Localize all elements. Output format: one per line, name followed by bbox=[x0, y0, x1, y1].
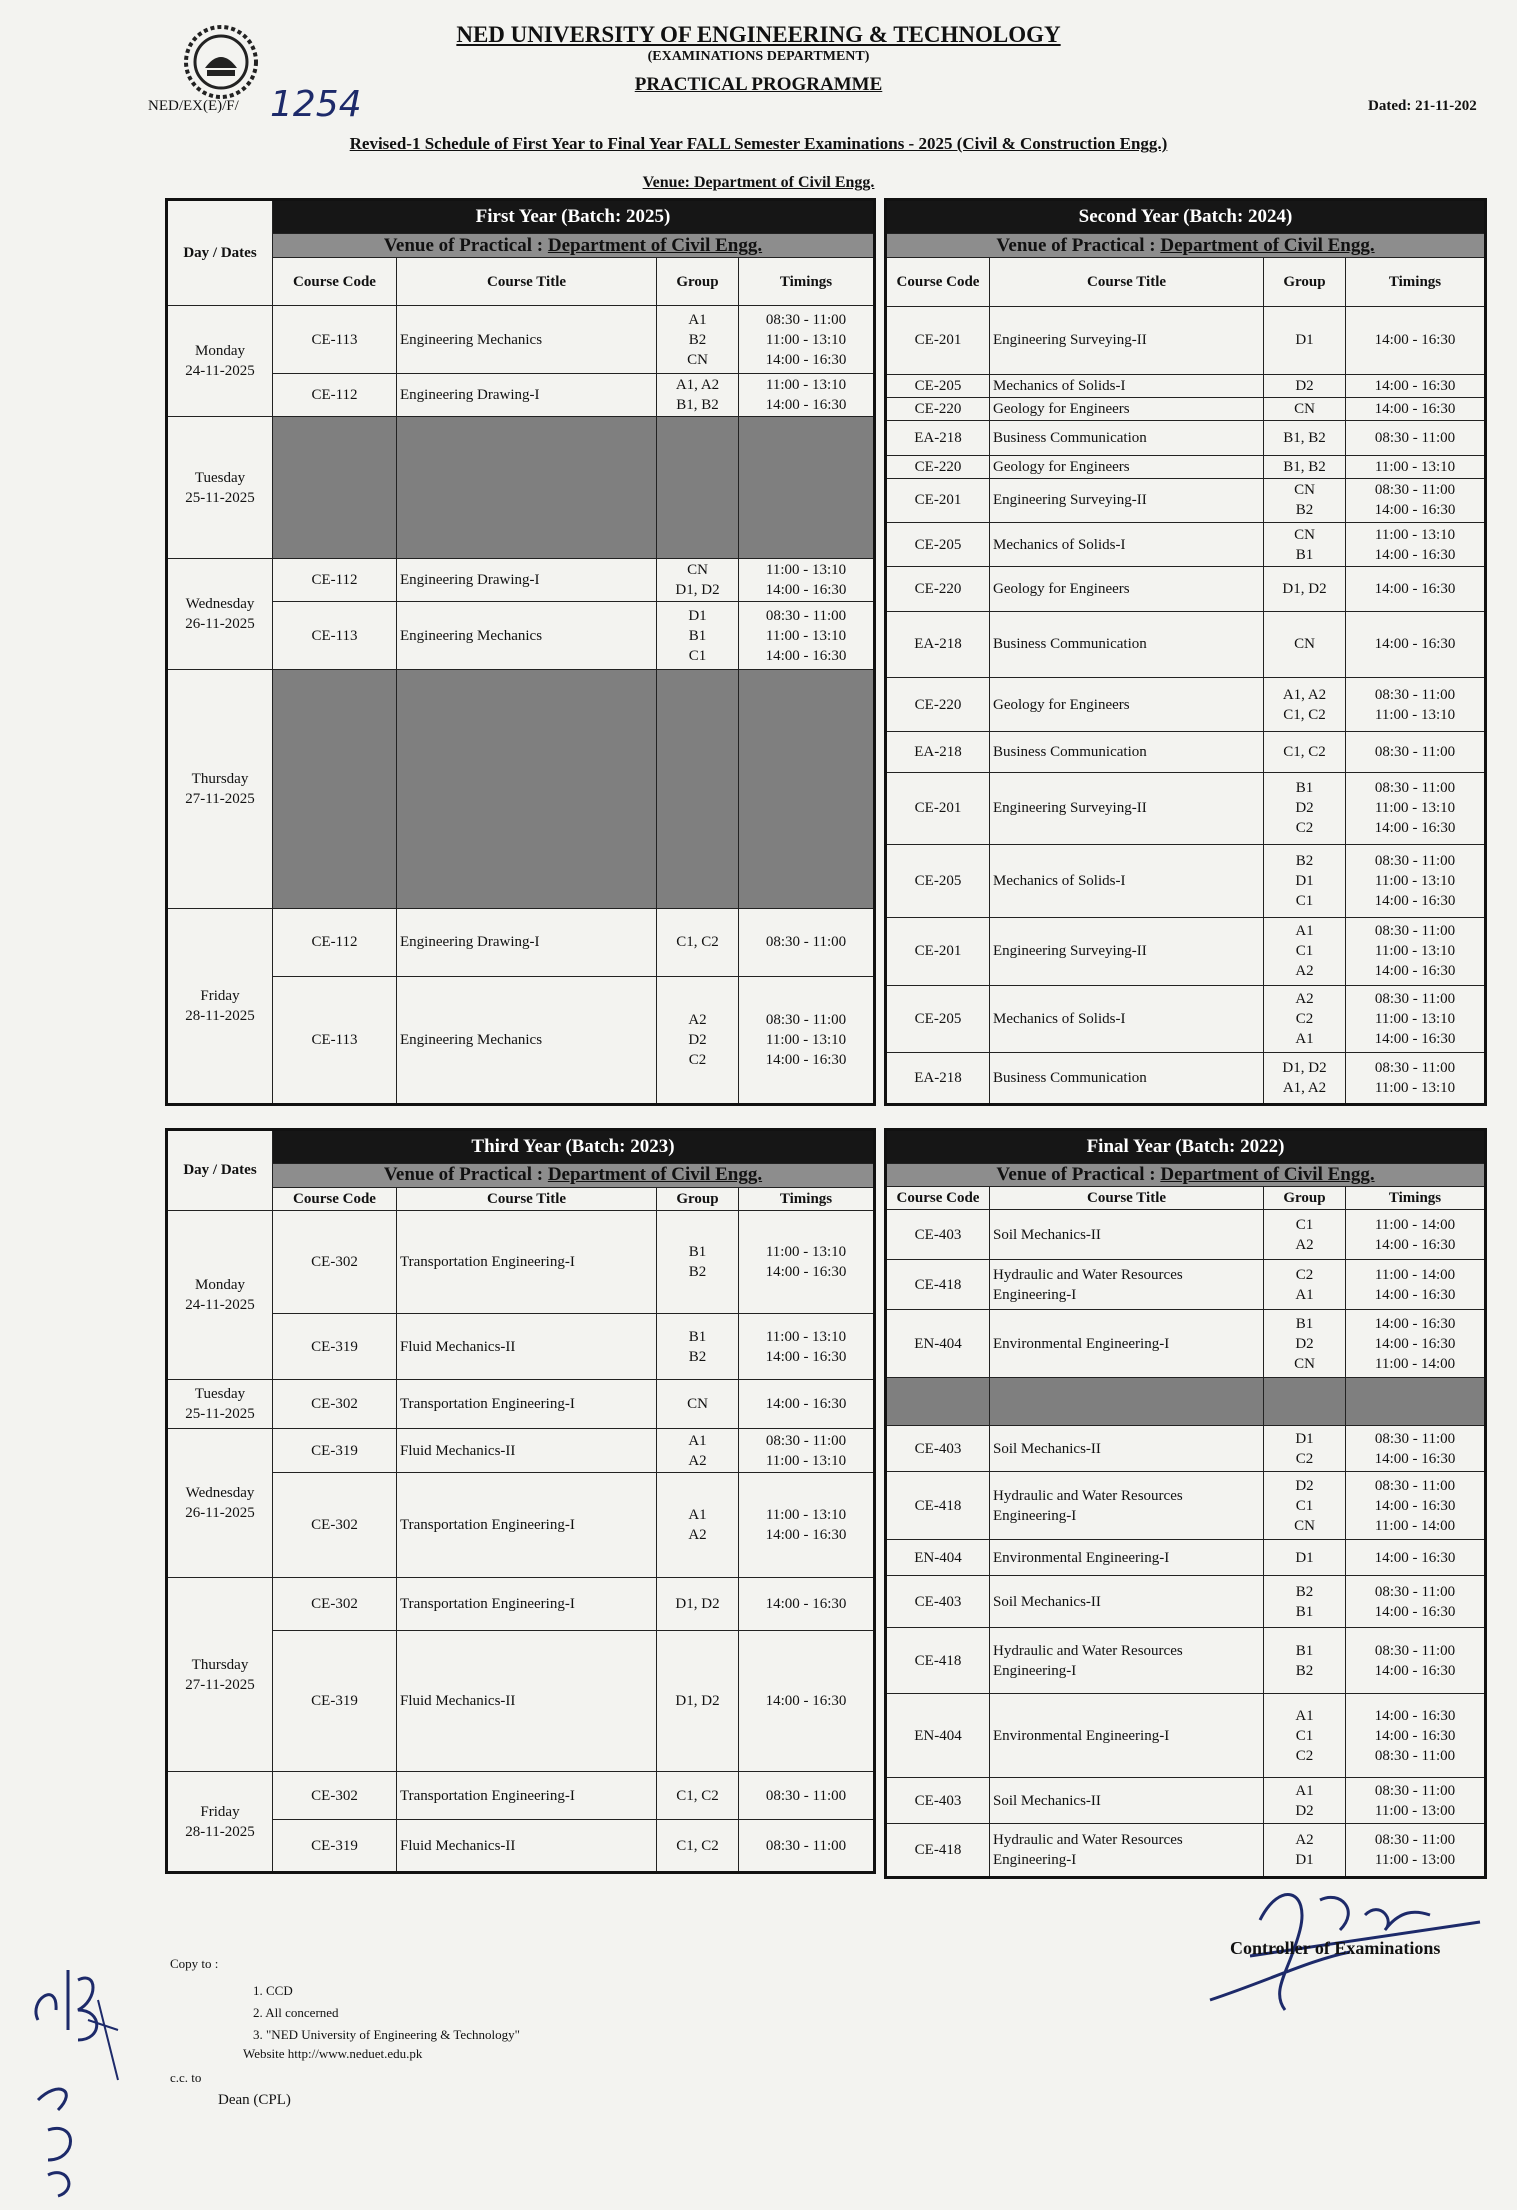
course-title: Engineering Surveying-II bbox=[990, 772, 1264, 844]
empty-slot bbox=[886, 1378, 990, 1426]
timings: 14:00 - 16:30 bbox=[739, 1578, 875, 1630]
group: CN bbox=[657, 1380, 739, 1428]
copy-item: 3. "NED University of Engineering & Technology" bbox=[253, 2027, 520, 2042]
course-code: CE-220 bbox=[886, 455, 990, 478]
group: C1, C2 bbox=[1264, 732, 1346, 772]
timings: 08:30 - 11:00 14:00 - 16:30 11:00 - 14:00 bbox=[1346, 1472, 1486, 1540]
course-code: CE-220 bbox=[886, 567, 990, 611]
timings: 11:00 - 13:10 14:00 - 16:30 bbox=[1346, 523, 1486, 567]
venue-label: Venue of Practical : bbox=[383, 234, 544, 256]
empty-slot bbox=[1264, 1378, 1346, 1426]
day-date: 27-11-2025 bbox=[185, 1676, 255, 1693]
cc-recipient: Dean (CPL) bbox=[218, 2092, 291, 2108]
third-year-heading: Third Year (Batch: 2023) bbox=[273, 1130, 875, 1164]
cc-label: c.c. to bbox=[170, 2070, 202, 2085]
col-timings: Timings bbox=[1346, 258, 1486, 306]
course-code: CE-319 bbox=[273, 1630, 397, 1771]
day-date: 26-11-2025 bbox=[185, 616, 255, 633]
timings: 08:30 - 11:00 11:00 - 13:10 14:00 - 16:30 bbox=[1346, 986, 1486, 1052]
col-course-title: Course Title bbox=[397, 258, 657, 306]
copy-item: 1. CCD bbox=[253, 1983, 293, 1998]
timings: 11:00 - 13:10 bbox=[1346, 455, 1486, 478]
group: A1 C1 C2 bbox=[1264, 1694, 1346, 1778]
course-code: EA-218 bbox=[886, 421, 990, 455]
third-year-table bbox=[165, 1128, 876, 1874]
empty-slot bbox=[739, 670, 875, 908]
col-group: Group bbox=[657, 258, 739, 306]
course-code: CE-403 bbox=[886, 1426, 990, 1472]
venue-of-practical bbox=[886, 234, 1486, 258]
course-title: Transportation Engineering-I bbox=[397, 1380, 657, 1428]
empty-slot bbox=[739, 417, 875, 559]
empty-slot bbox=[273, 417, 397, 559]
timings: 08:30 - 11:00 11:00 - 13:10 14:00 - 16:30 bbox=[739, 306, 875, 374]
course-title: Fluid Mechanics-II bbox=[397, 1428, 657, 1472]
group: D1 bbox=[1264, 306, 1346, 374]
course-title: Environmental Engineering-I bbox=[990, 1310, 1264, 1378]
first-year-table bbox=[165, 198, 876, 1106]
col-group: Group bbox=[657, 1187, 739, 1210]
col-course-title: Course Title bbox=[990, 1187, 1264, 1210]
course-code: CE-112 bbox=[273, 908, 397, 976]
group: B1 B2 bbox=[1264, 1628, 1346, 1694]
day-cell bbox=[167, 417, 273, 559]
course-code: CE-403 bbox=[886, 1210, 990, 1260]
course-title: Business Communication bbox=[990, 611, 1264, 677]
course-code: EN-404 bbox=[886, 1540, 990, 1576]
course-title: Mechanics of Solids-I bbox=[990, 523, 1264, 567]
course-code: CE-418 bbox=[886, 1260, 990, 1310]
group: B1, B2 bbox=[1264, 455, 1346, 478]
copy-item: 2. All concerned bbox=[253, 2005, 339, 2020]
timings: 14:00 - 16:30 14:00 - 16:30 11:00 - 14:00 bbox=[1346, 1310, 1486, 1378]
timings: 14:00 - 16:30 bbox=[739, 1380, 875, 1428]
day-name: Friday bbox=[200, 987, 240, 1004]
col-course-code: Course Code bbox=[886, 258, 990, 306]
course-code: EA-218 bbox=[886, 611, 990, 677]
group: A1 C1 A2 bbox=[1264, 917, 1346, 985]
group: D1 B1 C1 bbox=[657, 602, 739, 670]
timings: 11:00 - 13:10 14:00 - 16:30 bbox=[739, 1473, 875, 1578]
day-name: Friday bbox=[200, 1803, 240, 1820]
course-code: EA-218 bbox=[886, 732, 990, 772]
group: C2 A1 bbox=[1264, 1260, 1346, 1310]
timings: 11:00 - 14:00 14:00 - 16:30 bbox=[1346, 1260, 1486, 1310]
course-title: Business Communication bbox=[990, 1052, 1264, 1104]
timings: 11:00 - 13:10 14:00 - 16:30 bbox=[739, 559, 875, 602]
course-title: Mechanics of Solids-I bbox=[990, 845, 1264, 917]
course-title: Geology for Engineers bbox=[990, 455, 1264, 478]
timings: 08:30 - 11:00 bbox=[1346, 732, 1486, 772]
course-code: CE-302 bbox=[273, 1473, 397, 1578]
timings: 11:00 - 14:00 14:00 - 16:30 bbox=[1346, 1210, 1486, 1260]
timings: 08:30 - 11:00 11:00 - 13:10 14:00 - 16:30 bbox=[739, 602, 875, 670]
group: B1 B2 bbox=[657, 1210, 739, 1313]
university-name: NED UNIVERSITY OF ENGINEERING & TECHNOLOGY bbox=[456, 22, 1061, 47]
handwritten-margin-note bbox=[18, 1960, 128, 2200]
day-date: 25-11-2025 bbox=[185, 1406, 255, 1423]
group: A1 A2 bbox=[657, 1428, 739, 1472]
group: B1 D2 C2 bbox=[1264, 772, 1346, 844]
day-date: 24-11-2025 bbox=[185, 1297, 255, 1314]
day-dates-header: Day / Dates bbox=[167, 1130, 273, 1211]
course-title: Fluid Mechanics-II bbox=[397, 1820, 657, 1873]
group: B2 D1 C1 bbox=[1264, 845, 1346, 917]
controller-of-examinations: Controller of Examinations bbox=[1230, 1938, 1441, 1958]
course-code: CE-302 bbox=[273, 1772, 397, 1820]
timings: 14:00 - 16:30 bbox=[1346, 375, 1486, 398]
course-title: Soil Mechanics-II bbox=[990, 1426, 1264, 1472]
course-title: Transportation Engineering-I bbox=[397, 1578, 657, 1630]
group: CN B2 bbox=[1264, 478, 1346, 522]
venue-label: Venue of Practical : bbox=[996, 1164, 1156, 1185]
course-title: Soil Mechanics-II bbox=[990, 1576, 1264, 1628]
day-name: Wednesday bbox=[185, 1484, 255, 1501]
course-code: CE-418 bbox=[886, 1472, 990, 1540]
day-name: Tuesday bbox=[194, 1386, 246, 1403]
course-code: CE-205 bbox=[886, 375, 990, 398]
course-title: Engineering Surveying-II bbox=[990, 306, 1264, 374]
group: A1, A2 B1, B2 bbox=[657, 374, 739, 417]
venue-line: Venue: Department of Civil Engg. bbox=[642, 174, 875, 191]
group: A1, A2 C1, C2 bbox=[1264, 678, 1346, 732]
course-code: CE-418 bbox=[886, 1628, 990, 1694]
col-course-title: Course Title bbox=[990, 258, 1264, 306]
venue-label: Venue of Practical : bbox=[996, 234, 1156, 256]
course-code: CE-220 bbox=[886, 678, 990, 732]
venue-of-practical bbox=[273, 234, 875, 258]
empty-slot bbox=[990, 1378, 1264, 1426]
timings: 14:00 - 16:30 14:00 - 16:30 08:30 - 11:00 bbox=[1346, 1694, 1486, 1778]
course-title: Soil Mechanics-II bbox=[990, 1210, 1264, 1260]
course-title: Transportation Engineering-I bbox=[397, 1772, 657, 1820]
venue-label: Venue of Practical : bbox=[383, 1164, 544, 1186]
empty-slot bbox=[397, 670, 657, 908]
group: C1, C2 bbox=[657, 1772, 739, 1820]
group: D2 C1 CN bbox=[1264, 1472, 1346, 1540]
day-name: Thursday bbox=[191, 771, 249, 788]
reference-number: 1254 bbox=[270, 84, 362, 125]
course-title: Mechanics of Solids-I bbox=[990, 986, 1264, 1052]
course-code: CE-220 bbox=[886, 398, 990, 421]
timings: 14:00 - 16:30 bbox=[1346, 306, 1486, 374]
copy-to-label: Copy to : bbox=[170, 1956, 219, 1971]
timings: 08:30 - 11:00 bbox=[739, 1820, 875, 1873]
programme-title: PRACTICAL PROGRAMME bbox=[634, 74, 883, 95]
course-code: CE-201 bbox=[886, 917, 990, 985]
col-course-title: Course Title bbox=[397, 1187, 657, 1210]
reference-prefix: NED/EX(E)/F/ bbox=[148, 98, 239, 114]
copy-to-list bbox=[253, 1980, 520, 2046]
course-title: Hydraulic and Water Resources Engineering-I bbox=[990, 1824, 1264, 1878]
course-code: CE-319 bbox=[273, 1313, 397, 1380]
final-year-table bbox=[884, 1128, 1487, 1879]
group: D2 bbox=[1264, 375, 1346, 398]
course-code: CE-319 bbox=[273, 1428, 397, 1472]
course-code: CE-112 bbox=[273, 374, 397, 417]
course-title: Hydraulic and Water Resources Engineering-I bbox=[990, 1260, 1264, 1310]
col-timings: Timings bbox=[739, 258, 875, 306]
group: C1, C2 bbox=[657, 1820, 739, 1873]
venue-value: Department of Civil Engg. bbox=[1160, 234, 1375, 256]
group: D1, D2 bbox=[657, 1630, 739, 1771]
course-code: CE-113 bbox=[273, 602, 397, 670]
group: B2 B1 bbox=[1264, 1576, 1346, 1628]
course-code: CE-403 bbox=[886, 1576, 990, 1628]
timings: 08:30 - 11:00 11:00 - 13:00 bbox=[1346, 1778, 1486, 1824]
group: CN bbox=[1264, 611, 1346, 677]
group: C1, C2 bbox=[657, 908, 739, 976]
course-code: CE-201 bbox=[886, 772, 990, 844]
course-code: CE-205 bbox=[886, 523, 990, 567]
course-code: CE-205 bbox=[886, 986, 990, 1052]
day-name: Wednesday bbox=[185, 596, 255, 613]
timings: 08:30 - 11:00 11:00 - 13:10 bbox=[1346, 1052, 1486, 1104]
course-title: Geology for Engineers bbox=[990, 398, 1264, 421]
course-code: CE-302 bbox=[273, 1210, 397, 1313]
timings: 08:30 - 11:00 11:00 - 13:10 14:00 - 16:30 bbox=[1346, 772, 1486, 844]
group: CN bbox=[1264, 398, 1346, 421]
timings: 08:30 - 11:00 14:00 - 16:30 bbox=[1346, 478, 1486, 522]
second-year-table bbox=[884, 198, 1487, 1106]
course-code: CE-113 bbox=[273, 976, 397, 1104]
venue-value: Department of Civil Engg. bbox=[547, 234, 763, 256]
website-link[interactable]: Website http://www.neduet.edu.pk bbox=[243, 2046, 423, 2061]
timings: 08:30 - 11:00 11:00 - 13:10 bbox=[739, 1428, 875, 1472]
course-title: Business Communication bbox=[990, 421, 1264, 455]
course-code: CE-112 bbox=[273, 559, 397, 602]
group: A2 D1 bbox=[1264, 1824, 1346, 1878]
day-cell bbox=[167, 1210, 273, 1380]
day-cell bbox=[167, 908, 273, 1104]
group: A1 B2 CN bbox=[657, 306, 739, 374]
day-date: 28-11-2025 bbox=[185, 1823, 255, 1840]
venue-of-practical bbox=[886, 1164, 1486, 1187]
course-title: Fluid Mechanics-II bbox=[397, 1630, 657, 1771]
timings: 14:00 - 16:30 bbox=[1346, 398, 1486, 421]
group: A1 D2 bbox=[1264, 1778, 1346, 1824]
timings: 08:30 - 11:00 11:00 - 13:10 bbox=[1346, 678, 1486, 732]
day-cell bbox=[167, 670, 273, 908]
group: D1 bbox=[1264, 1540, 1346, 1576]
empty-slot bbox=[397, 417, 657, 559]
course-title: Engineering Drawing-I bbox=[397, 908, 657, 976]
day-cell bbox=[167, 306, 273, 417]
course-title: Engineering Surveying-II bbox=[990, 917, 1264, 985]
timings: 08:30 - 11:00 bbox=[739, 908, 875, 976]
course-title: Geology for Engineers bbox=[990, 567, 1264, 611]
course-title: Geology for Engineers bbox=[990, 678, 1264, 732]
day-date: 24-11-2025 bbox=[185, 363, 255, 380]
day-cell bbox=[167, 1578, 273, 1772]
timings: 11:00 - 13:10 14:00 - 16:30 bbox=[739, 1313, 875, 1380]
date-label: Dated: 21-11-202 bbox=[1368, 98, 1477, 114]
course-title: Transportation Engineering-I bbox=[397, 1473, 657, 1578]
timings: 08:30 - 11:00 11:00 - 13:10 14:00 - 16:30 bbox=[1346, 845, 1486, 917]
timings: 08:30 - 11:00 14:00 - 16:30 bbox=[1346, 1628, 1486, 1694]
timings: 08:30 - 11:00 11:00 - 13:10 14:00 - 16:30 bbox=[1346, 917, 1486, 985]
course-code: CE-302 bbox=[273, 1578, 397, 1630]
course-title: Hydraulic and Water Resources Engineering-I bbox=[990, 1628, 1264, 1694]
day-name: Tuesday bbox=[194, 469, 246, 486]
empty-slot bbox=[657, 670, 739, 908]
day-cell bbox=[167, 1428, 273, 1577]
timings: 08:30 - 11:00 14:00 - 16:30 bbox=[1346, 1426, 1486, 1472]
department-name: (EXAMINATIONS DEPARTMENT) bbox=[647, 49, 870, 64]
course-code: CE-418 bbox=[886, 1824, 990, 1878]
col-course-code: Course Code bbox=[273, 258, 397, 306]
course-code: CE-201 bbox=[886, 478, 990, 522]
day-name: Monday bbox=[195, 343, 245, 360]
group: C1 A2 bbox=[1264, 1210, 1346, 1260]
course-code: CE-113 bbox=[273, 306, 397, 374]
first-year-heading: First Year (Batch: 2025) bbox=[273, 200, 875, 234]
course-code: CE-201 bbox=[886, 306, 990, 374]
course-title: Engineering Surveying-II bbox=[990, 478, 1264, 522]
group: A2 D2 C2 bbox=[657, 976, 739, 1104]
course-title: Hydraulic and Water Resources Engineering-I bbox=[990, 1472, 1264, 1540]
timings: 14:00 - 16:30 bbox=[739, 1630, 875, 1771]
group: B1 D2 CN bbox=[1264, 1310, 1346, 1378]
course-code: EA-218 bbox=[886, 1052, 990, 1104]
venue-value: Department of Civil Engg. bbox=[547, 1164, 763, 1186]
venue-of-practical bbox=[273, 1164, 875, 1187]
timings: 08:30 - 11:00 14:00 - 16:30 bbox=[1346, 1576, 1486, 1628]
course-title: Engineering Drawing-I bbox=[397, 559, 657, 602]
empty-slot bbox=[273, 670, 397, 908]
day-date: 28-11-2025 bbox=[185, 1007, 255, 1024]
course-title: Fluid Mechanics-II bbox=[397, 1313, 657, 1380]
empty-slot bbox=[1346, 1378, 1486, 1426]
day-date: 27-11-2025 bbox=[185, 791, 255, 808]
day-name: Monday bbox=[195, 1277, 245, 1294]
empty-slot bbox=[657, 417, 739, 559]
day-date: 26-11-2025 bbox=[185, 1504, 255, 1521]
course-title: Environmental Engineering-I bbox=[990, 1694, 1264, 1778]
col-course-code: Course Code bbox=[273, 1187, 397, 1210]
timings: 08:30 - 11:00 11:00 - 13:10 14:00 - 16:30 bbox=[739, 976, 875, 1104]
group: B1 B2 bbox=[657, 1313, 739, 1380]
course-code: CE-403 bbox=[886, 1778, 990, 1824]
group: A2 C2 A1 bbox=[1264, 986, 1346, 1052]
col-timings: Timings bbox=[739, 1187, 875, 1210]
course-title: Transportation Engineering-I bbox=[397, 1210, 657, 1313]
course-title: Engineering Drawing-I bbox=[397, 374, 657, 417]
timings: 08:30 - 11:00 bbox=[1346, 421, 1486, 455]
course-code: CE-205 bbox=[886, 845, 990, 917]
timings: 11:00 - 13:10 14:00 - 16:30 bbox=[739, 1210, 875, 1313]
group: D1, D2 A1, A2 bbox=[1264, 1052, 1346, 1104]
col-group: Group bbox=[1264, 258, 1346, 306]
day-cell bbox=[167, 1380, 273, 1428]
group: CN D1, D2 bbox=[657, 559, 739, 602]
day-name: Thursday bbox=[191, 1656, 249, 1673]
timings: 08:30 - 11:00 bbox=[739, 1772, 875, 1820]
group: D1, D2 bbox=[657, 1578, 739, 1630]
group: A1 A2 bbox=[657, 1473, 739, 1578]
venue-value: Department of Civil Engg. bbox=[1160, 1164, 1375, 1185]
timings: 11:00 - 13:10 14:00 - 16:30 bbox=[739, 374, 875, 417]
course-title: Engineering Mechanics bbox=[397, 306, 657, 374]
final-year-heading: Final Year (Batch: 2022) bbox=[886, 1130, 1486, 1164]
course-title: Business Communication bbox=[990, 732, 1264, 772]
day-cell bbox=[167, 559, 273, 670]
course-code: CE-319 bbox=[273, 1820, 397, 1873]
course-code: EN-404 bbox=[886, 1310, 990, 1378]
course-title: Soil Mechanics-II bbox=[990, 1778, 1264, 1824]
col-course-code: Course Code bbox=[886, 1187, 990, 1210]
course-title: Environmental Engineering-I bbox=[990, 1540, 1264, 1576]
day-dates-header: Day / Dates bbox=[167, 200, 273, 306]
course-code: CE-302 bbox=[273, 1380, 397, 1428]
group: D1 C2 bbox=[1264, 1426, 1346, 1472]
group: CN B1 bbox=[1264, 523, 1346, 567]
timings: 14:00 - 16:30 bbox=[1346, 611, 1486, 677]
col-group: Group bbox=[1264, 1187, 1346, 1210]
course-title: Mechanics of Solids-I bbox=[990, 375, 1264, 398]
group: B1, B2 bbox=[1264, 421, 1346, 455]
day-cell bbox=[167, 1772, 273, 1873]
day-date: 25-11-2025 bbox=[185, 489, 255, 506]
timings: 14:00 - 16:30 bbox=[1346, 567, 1486, 611]
course-title: Engineering Mechanics bbox=[397, 976, 657, 1104]
course-title: Engineering Mechanics bbox=[397, 602, 657, 670]
col-timings: Timings bbox=[1346, 1187, 1486, 1210]
timings: 14:00 - 16:30 bbox=[1346, 1540, 1486, 1576]
course-code: EN-404 bbox=[886, 1694, 990, 1778]
group: D1, D2 bbox=[1264, 567, 1346, 611]
second-year-heading: Second Year (Batch: 2024) bbox=[886, 200, 1486, 234]
timings: 08:30 - 11:00 11:00 - 13:00 bbox=[1346, 1824, 1486, 1878]
schedule-subtitle: Revised-1 Schedule of First Year to Final Year FALL Semester Examinations - 2025 (Civil & Construction Engg.) bbox=[349, 134, 1168, 153]
